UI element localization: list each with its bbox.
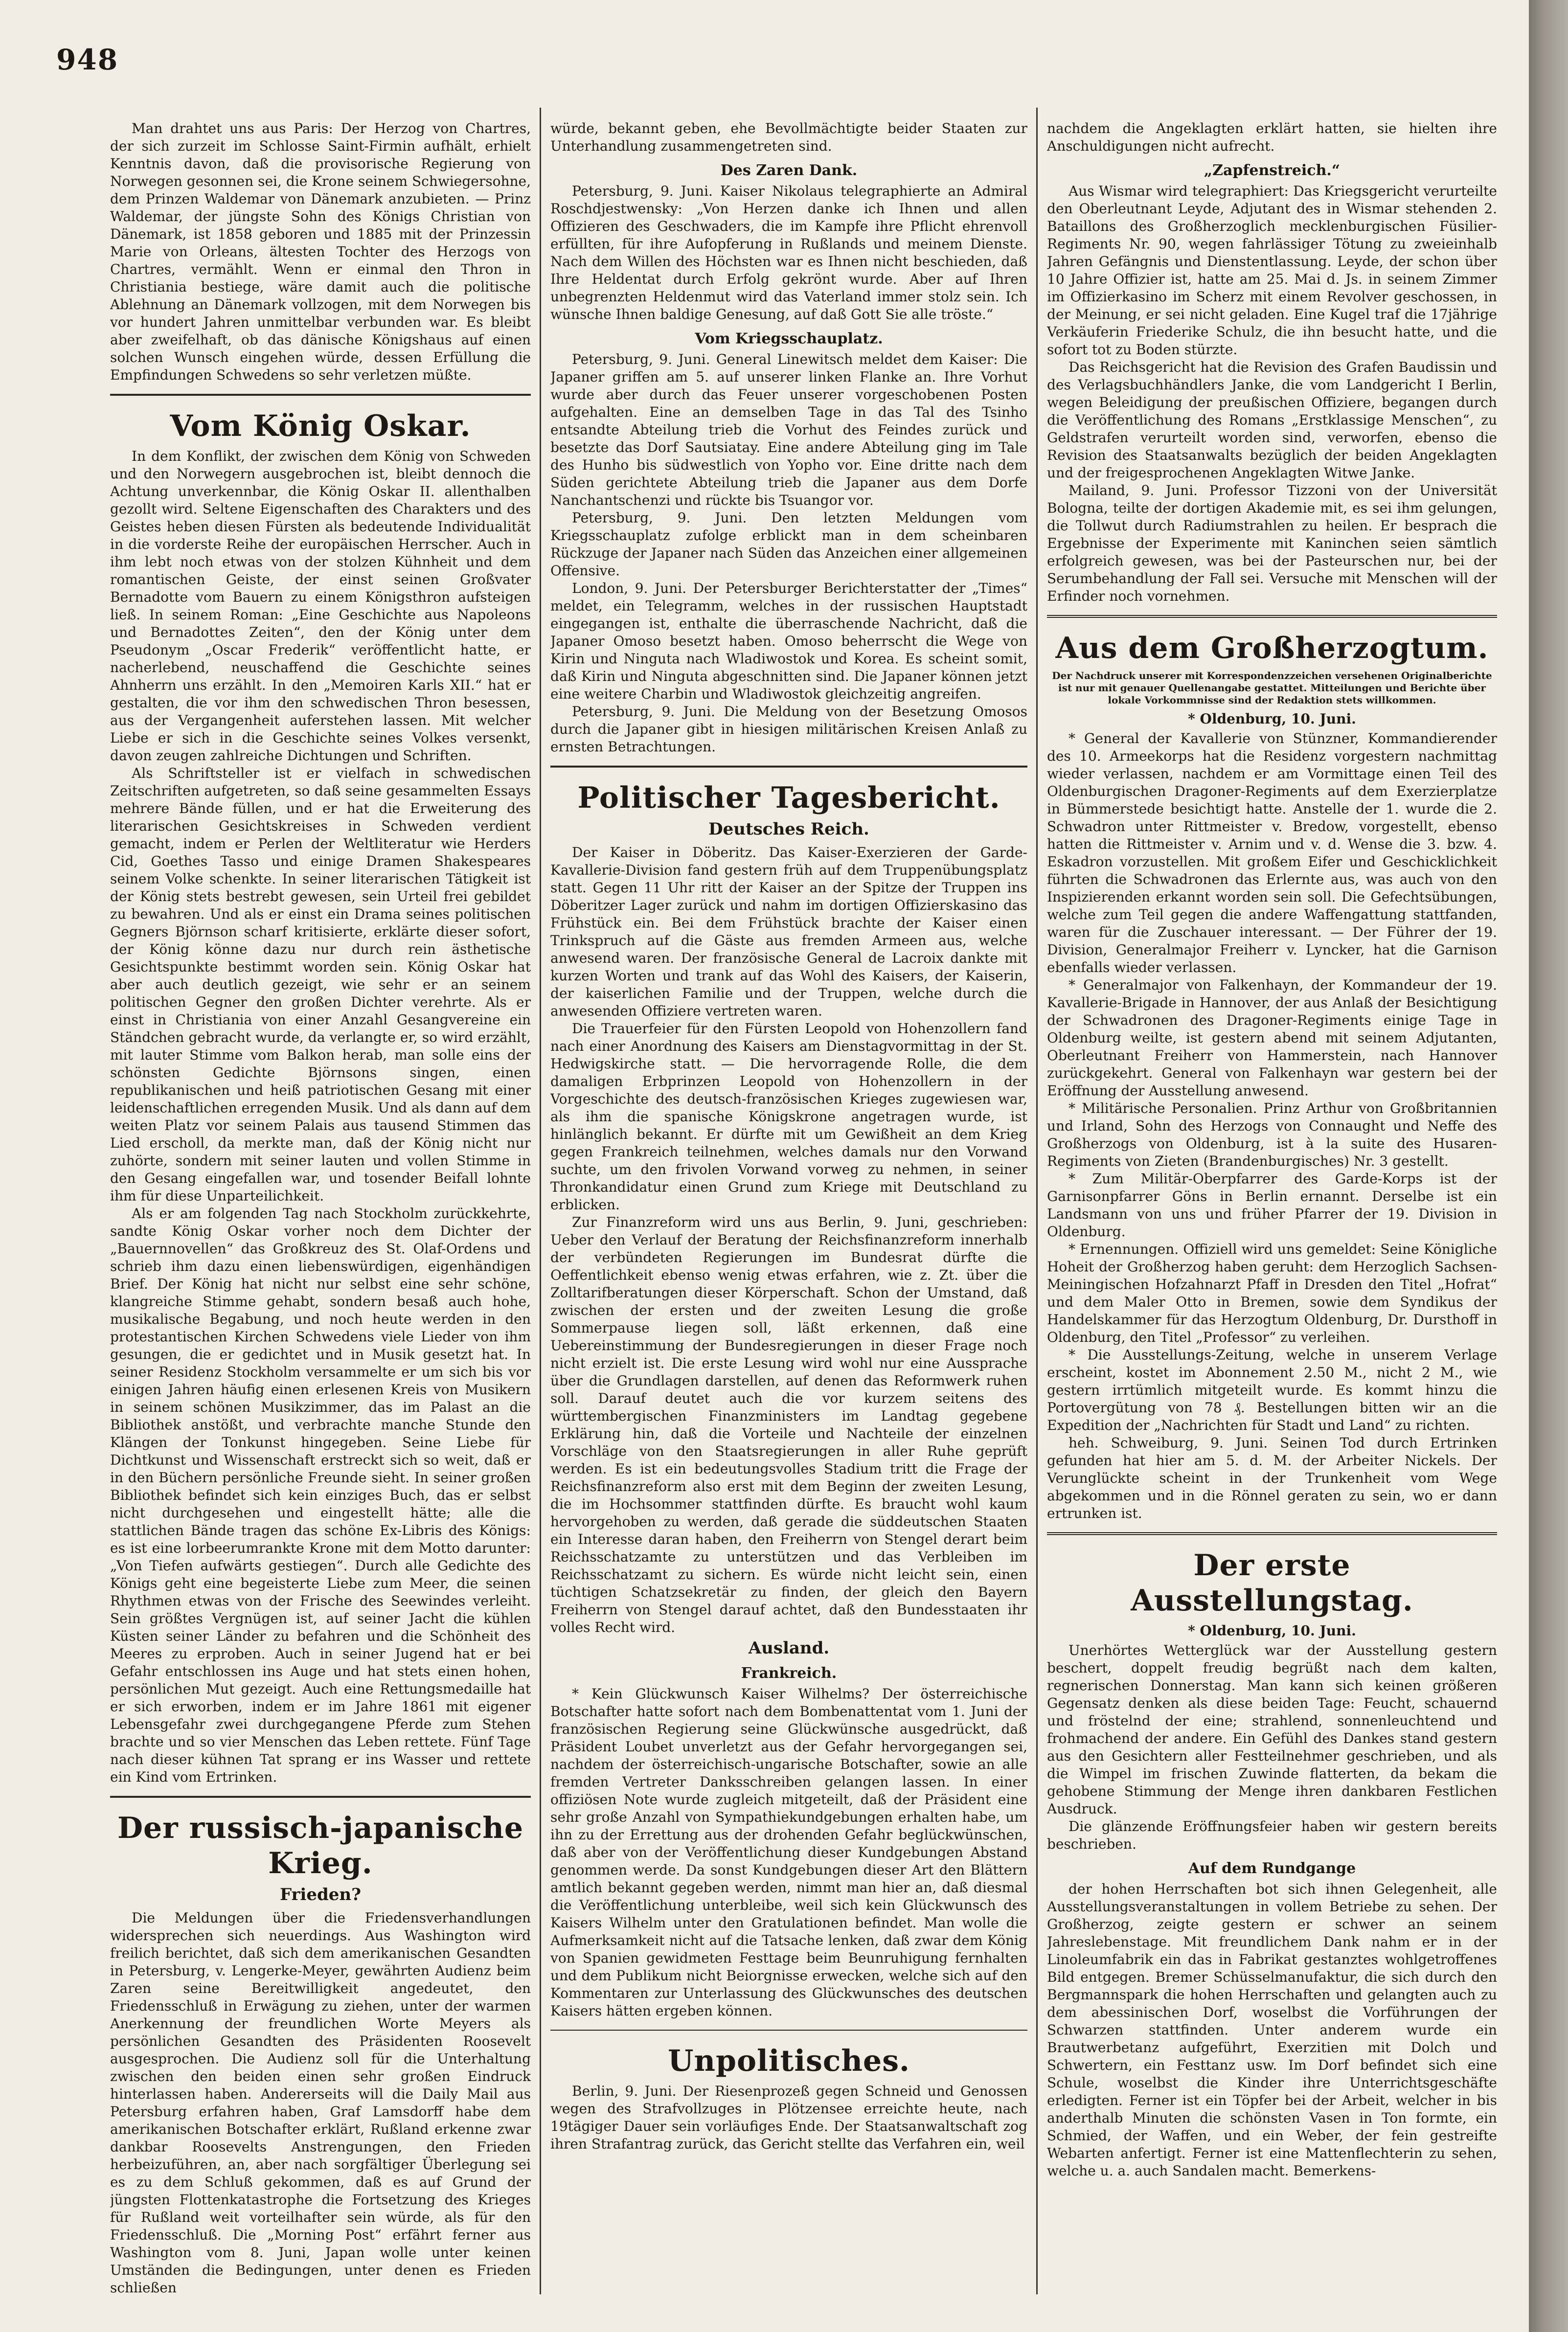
paragraph: Mailand, 9. Juni. Professor Tizzoni von der Universität Bologna, teilte der dortigen Akademie mit, es sei ihm gelungen, die Tollwut durch Radiumstrahlen zu heilen. Er besprach die Ergebnisse der Experimente mit Kaninchen seien sämtlich erfolgreich gewesen, was bei der Pasteurschen nur, bei der Serumbehandlung der Fall sei. Versuche mit Menschen will der Erfinder noch vornehmen.: [1047, 482, 1497, 604]
paragraph: Als er am folgenden Tag nach Stockholm zurückkehrte, sandte König Oskar vorher noch dem Dichter der „Bauernnovellen“ das Großkreuz des St. Olaf-Ordens und schrieb ihm dazu einen liebenswürdigen, eigenhändigen Brief. Der König hat nicht nur selbst eine sehr schöne, klangreiche Stimme gehabt, sondern besaß auch hohe, musikalische Begabung, und noch heute werden in den protestantischen Kirchen Schwedens viele Lieder von ihm gesungen, die er gedichtet und in Musik gesetzt hat. In seiner Residenz Stockholm versammelte er um sich bis vor einigen Jahren häufig einen erlesenen Kreis von Musikern in seinem schönen Musikzimmer, das im Palast an die Bibliothek anstößt, und verbrachte manche Stunde den Klängen der Tonkunst hingegeben. Seine Liebe für Dichtkunst und Wissenschaft erstreckt sich so weit, daß er in den Büchern persönliche Freunde sieht. In seiner großen Bibliothek befindet sich kein einziges Buch, das er selbst nicht durchgesehen und eingestellt hätte; alle die stattlichen Bände tragen das schöne Ex-Libris des Königs: es ist eine lorbeerumrankte Krone mit dem Motto darunter: „Von Tiefen aufwärts gestiegen“. Durch alle Gedichte des Königs geht eine begeisterte Liebe zum Meer, die seinen Rhythmen etwas von der Frische des Seewindes verleiht. Sein größtes Vergnügen ist, auf seiner Jacht die kühlen Küsten seiner Länder zu befahren und die Schönheit des Meeres zu erproben. Auch in seiner Jugend hat er bei Gefahr entschlossen ins Auge und hat stets einen hohen, persönlichen Mut gezeigt. Auch eine Rettungsmedaille hat er sich erworben, indem er im Jahre 1861 mit eigener Lebensgefahr zwei durchgegangene Pferde zum Stehen brachte und so vier Menschen das Leben rettete. Fünf Tage nach dieser kühnen Tat sprang er ins Wasser und rettete ein Kind vom Ertrinken.: [110, 1205, 531, 1785]
paragraph: In dem Konflikt, der zwischen dem König von Schweden und den Norwegern ausgebrochen ist, bleibt dennoch die Achtung unverkennbar, die König Oskar II. allenthalben gezollt wird. Seltene Eigenschaften des Charakters und des Geistes heben diesen Fürsten als bedeutende Individualität in die vorderste Reihe der europäischen Herrscher. Auch in ihm lebt noch etwas von der stolzen Kühnheit und dem romantischen Geiste, der einst seinen Großvater Bernadotte vom Bauern zu einem Königsthron aufsteigen ließ. In seinem Roman: „Eine Geschichte aus Napoleons und Bernadottes Zeiten“, den der König unter dem Pseudonym „Oscar Frederik“ veröffentlicht hatte, er nacherlebend, neuschaffend die Geschichte seines Ahnherrn uns erzählt. In den „Memoiren Karls XII.“ hat er gestalten, die vor ihm den schwedischen Thron besessen, aus der Vergangenheit auferstehen lassen. Mit welcher Liebe er sich in die Geschichte seines Volkes versenkt, davon zeugen zahlreiche Dichtungen und Schriften.: [110, 448, 531, 764]
paragraph: * Die Ausstellungs-Zeitung, welche in unserem Verlage erscheint, kostet im Abonnement 2.50 M., nicht 2 M., wie gestern irrtümlich mitgeteilt wurde. Es kommt hinzu die Portovergütung von 78 ₰. Bestellungen bitten wir an die Expedition der „Nachrichten für Stadt und Land“ zu richten.: [1047, 1347, 1497, 1433]
paragraph: heh. Schweiburg, 9. Juni. Seinen Tod durch Ertrinken gefunden hat hier am 5. d. M. der Arbeiter Nickels. Der Verunglückte scheint in der Trunkenheit vom Wege abgekommen und in die Rönnel geraten zu sein, wo er dann ertrunken ist.: [1047, 1435, 1497, 1521]
column-2: [550, 120, 1027, 2307]
paragraph: * Kein Glückwunsch Kaiser Wilhelms? Der österreichische Botschafter hatte sofort nach dem Bombenattentat vom 1. Juni der französischen Regierung seine Glückwünsche ausgedrückt, daß Präsident Loubet unverletzt aus der Gefahr hervorgegangen sei, nachdem der österreichisch-ungarische Botschafter, sowie an alle fremden Vertreter Danksschreiben gelangen lassen. In einer offiziösen Note wurde zugleich mitgeteilt, daß der Präsident eine sehr große Anzahl von Sympathiekundgebungen erhalten habe, um ihn zu der Errettung aus der drohenden Gefahr beglückwünschen, daß aber von der Veröffentlichung dieser Kundgebungen Abstand genommen werde. Da sonst Kundgebungen dieser Art den Blättern amtlich bekannt gegeben werden, nimmt man hier an, daß diesmal die Veröffentlichung unterbleibe, weil sich kein Glückwunsch des Kaisers Wilhelm unter den Gratulationen befindet. Man wolle die Aufmerksamkeit nicht auf die Tatsache lenken, daß zwar dem König von Spanien gewidmeten Festtage beim Beunruhigung fernhalten und dem Publikum nicht Beiorgnisse erwecken, welche sich auf den Kommentaren zur Unterlassung des Glückwunsches des deutschen Kaisers hätten ergeben können.: [550, 1686, 1027, 2019]
divider: [110, 1796, 531, 1798]
divider: [550, 2030, 1027, 2031]
paragraph: * General der Kavallerie von Stünzner, Kommandierender des 10. Armeekorps hat die Residenz vorgestern nachmittag wieder verlassen, nachdem er am Vormittage einen Teil des Oldenburgischen Dragoner-Regiments auf dem Exerzierplatze in Bümmerstede besichtigt hatte. Anstelle der 1. wurde die 2. Schwadron unter Rittmeister v. Bredow, vorgestellt, ebenso hatten die Rittmeister v. Arnim und v. d. Wense die 3. bzw. 4. Eskadron vorzustellen. Mit großem Eifer und Geschicklichkeit führten die Schwadronen das Erlernte aus, was auch von den Inspizierenden erkannt worden sein soll. Die Gefechtsübungen, welche zum Teil gegen die andere Waffengattung stattfanden, waren für die Zuschauer interessant. — Der Führer der 19. Division, Generalmajor Freiherr v. Lyncker, hat die Garnison ebenfalls wieder verlassen.: [1047, 730, 1497, 975]
paragraph: der hohen Herrschaften bot sich ihnen Gelegenheit, alle Ausstellungsveranstaltungen in vollem Betriebe zu sehen. Der Großherzog, zeigte gestern er schwer an seinem Jahreslebenstage. Mit freundlichem Dank nahm er in der Linoleumfabrik ein das in Fabrikat gestanztes wohlgetroffenes Bild entgegen. Bremer Schüsselmanufaktur, die sich durch den Bergmannspark die hohen Herrschaften und gelangten auch zu dem abessinischen Dorf, woselbst die Vorführungen der Schwarzen stattfinden. Unter anderem wurde ein Brautwerbetanz aufgeführt, Exerzitien mit Dolch und Schwertern, ein Festtanz usw. Im Dorf befindet sich eine Schule, woselbst die Kinder ihre Unterrichtsgeschäfte erledigten. Ferner ist ein Töpfer bei der Arbeit, welcher in bis anderthalb Minuten die schönsten Vasen in Ton formte, ein Schmied, der Waffen, und ein Weber, der fein gestreifte Webarten anfertigt. Ferner ist eine Mattenflechterin zu sehen, welche u. a. auch Sandalen macht. Bemerkens-: [1047, 1881, 1497, 2179]
paragraph: * Ernennungen. Offiziell wird uns gemeldet: Seine Königliche Hoheit der Großherzog haben geruht: dem Herzoglich Sachsen-Meiningischen Hofzahnarzt Pfaff in Dresden den Titel „Hofrat“ und dem Maler Otto in Bremen, sowie dem Syndikus der Handelskammer für das Herzogtum Oldenburg, Dr. Dursthoff in Oldenburg, den Titel „Professor“ zu verleihen.: [1047, 1241, 1497, 1345]
column-3: [1047, 120, 1497, 2307]
paragraph: Das Reichsgericht hat die Revision des Grafen Baudissin und des Verlagsbuchhändlers Janke, die vom Landgericht I Berlin, wegen Beleidigung der preußischen Offiziere, begangen durch die Veröffentlichung des Romans „Erstklassige Menschen“, zu Geldstrafen verurteilt worden sind, verworfen, ebenso die Revision des Staatsanwalts bezüglich der beiden Angeklagten und der freigesprochenen Angeklagten Witwe Janke.: [1047, 359, 1497, 481]
section-heading: Vom König Oskar.: [170, 409, 471, 443]
paragraph: * Zum Militär-Oberpfarrer des Garde-Korps ist der Garnisonpfarrer Göns in Berlin ernannt. Derselbe ist ein Landsmann von uns und früher Pfarrer der 19. Division in Oldenburg.: [1047, 1171, 1497, 1240]
paragraph: London, 9. Juni. Der Petersburger Berichterstatter der „Times“ meldet, ein Telegramm, welches in der russischen Hauptstadt eingegangen ist, enthalte die überraschende Nachricht, daß die Japaner Omoso besetzt haben. Omoso beherrscht die Wege von Kirin und Ninguta nach Wladiwostok und Korea. Es scheint somit, daß Kirin und Ninguta abgeschnitten sind. Die Japaner können jetzt eine weitere Charbin und Wladiwostok gleichzeitig angreifen.: [550, 580, 1027, 702]
paragraph: Die Meldungen über die Friedensverhandlungen widersprechen sich neuerdings. Aus Washington wird freilich berichtet, daß sich dem amerikanischen Gesandten in Petersburg, v. Lengerke-Meyer, gewährten Audienz beim Zaren seine Bereitwilligkeit angedeutet, den Friedensschluß in Erwägung zu ziehen, unter der warmen Anerkennung der freundlichen Worte Meyers als persönlichen Gesandten des Präsidenten Roosevelt ausgesprochen. Die Audienz soll für die Unterhaltung zwischen den beiden einen sehr großen Eindruck hinterlassen haben. Andererseits will die Daily Mail aus Petersburg erfahren haben, Graf Lamsdorff habe dem amerikanischen Botschafter erklärt, Rußland erkenne zwar dankbar Roosevelts Anstrengungen, den Frieden herbeizuführen, an, aber nach sorgfältiger Überlegung sei es zu dem Schluß gekommen, daß es auf Grund der jüngsten Flottenkatastrophe die Fortsetzung des Krieges für Rußland weit vorteilhafter sein würde, als für den Friedensschluß. Die „Morning Post“ erfährt ferner aus Washington vom 8. Juni, Japan wolle unter keinen Umständen die Bedingungen, unter denen es Frieden schließen: [110, 1910, 531, 2296]
divider: [1047, 1532, 1497, 1535]
section-heading: Der erste Ausstellungstag.: [1131, 1548, 1413, 1618]
dateline: * Oldenburg, 10. Juni.: [1188, 1623, 1356, 1639]
column-rule-1: [540, 108, 541, 2294]
paragraph: Petersburg, 9. Juni. General Linewitsch meldet dem Kaiser: Die Japaner griffen am 5. auf unserer linken Flanke an. Ihre Vorhut wurde aber durch das Feuer unserer vorgeschobenen Posten aufgehalten. Eine an demselben Tage in das Tal des Tsinho entsandte Abteilung trieb die Vorhut des Feindes zurück und besetzte das Dorf Sautsiatay. Eine andere Abteilung ging im Tale des Hunho bis südwestlich von Yopho vor. Eine dritte nach dem Süden gerichtete Abteilung trieb die Japaner aus dem Dorfe Nanchantschenzi und rückte bis Tsuangor vor.: [550, 351, 1027, 508]
dateline: * Oldenburg, 10. Juni.: [1188, 711, 1356, 727]
section-heading: Politischer Tagesbericht.: [577, 781, 1000, 815]
subheading: Deutsches Reich.: [708, 819, 869, 839]
paragraph: nachdem die Angeklagten erklärt hatten, sie hielten ihre Anschuldigungen nicht aufrecht.: [1047, 120, 1497, 154]
subheading: Frieden?: [279, 1885, 362, 1904]
subheading: Auf dem Rundgange: [1188, 1860, 1356, 1877]
paragraph: Als Schriftsteller ist er vielfach in schwedischen Zeitschriften aufgetreten, so daß seine gesammelten Essays mehrere Bände füllen, und er hat die Erweiterung des literarischen Gesichtskreises in Schweden verdient gemacht, indem er Perlen der Weltliteratur wie Herders Cid, Goethes Tasso und einige Dramen Shakespeares seinem Volke schenkte. In seiner literarischen Tätigkeit ist der König stets bestrebt gewesen, sein Urteil frei gebildet zu bewahren. Und als er einst ein Drama seines politischen Gegners Björnson scharf kritisierte, erklärte dieser sofort, der König könne dazu nur durch rein ästhetische Gesichtspunkte bestimmt worden sein. König Oskar hat aber auch deutlich gezeigt, wie sehr er an seinem politischen Gegner den großen Dichter verehrte. Als er einst in Christiania von einer Anzahl Gesangvereine ein Ständchen gebracht wurde, da verlangte er, so wird erzählt, mit lauter Stimme vom Balkon herab, man solle eins der schönsten Gedichte Björnsons singen, einen republikanischen und heiß patriotischen Gesang mit einer leidenschaftlichen erregenden Musik. Und als dann auf dem weiten Platz vor seinem Palais aus tausend Stimmen das Lied erscholl, da merkte man, daß der König nicht nur zuhörte, sondern mit seiner lauten und vollen Stimme in den Gesang eingefallen war, und tosender Beifall lohnte ihm für diese Unparteilichkeit.: [110, 765, 531, 1204]
paragraph: Unerhörtes Wetterglück war der Ausstellung gestern beschert, doppelt freudig begrüßt nach dem kalten, regnerischen Donnerstag. Man kann sich keinen größeren Gegensatz denken als diese beiden Tage: Feucht, schauernd und fröstelnd der eine; strahlend, sonnenleuchtend und frohmachend der andere. Ein Gefühl des Dankes stand gestern aus den Gesichtern aller Festteilnehmer geschrieben, und als die Wimpel im frischen Zuwinde flatterten, da bekam die gehobene Stimmung der Menge ihren dankbaren Festlichen Ausdruck.: [1047, 1642, 1497, 1817]
paragraph: Der Kaiser in Döberitz. Das Kaiser-Exerzieren der Garde-Kavallerie-Division fand gestern früh auf dem Truppenübungsplatz statt. Gegen 11 Uhr ritt der Kaiser an der Spitze der Truppen ins Döberitzer Lager zurück und nahm im dortigen Offizierskasino das Frühstück ein. Bei dem Frühstück brachte der Kaiser einen Trinkspruch auf die Gäste aus fremden Armeen aus, welche anwesend waren. Der französische General de Lacroix dankte mit kurzen Worten und trank auf das Wohl des Kaisers, der Kaiserin, der kaiserlichen Familie und der Truppen, welche durch die anwesenden Offiziere vertreten waren.: [550, 844, 1027, 1019]
subheading: Frankreich.: [741, 1665, 837, 1682]
paragraph: * Militärische Personalien. Prinz Arthur von Großbritannien und Irland, Sohn des Herzogs von Connaught und Neffe des Großherzogs von Oldenburg, ist à la suite des Husaren-Regiments von Zieten (Brandenburgisches) Nr. 3 gestellt.: [1047, 1100, 1497, 1169]
paragraph: Zur Finanzreform wird uns aus Berlin, 9. Juni, geschrieben: Ueber den Verlauf der Beratung der Reichsfinanzreform innerhalb der verbündeten Regierungen im Bundesrat dürfte die Oeffentlichkeit ebenso wenig etwas erfahren, wie z. Zt. über die Zolltarifberatungen dieser Körperschaft. Schon der Umstand, daß zwischen der ersten und der zweiten Lesung die große Sommerpause liegen soll, läßt erkennen, daß eine Uebereinstimmung der Bundesregierungen in dieser Frage noch nicht erzielt ist. Die erste Lesung wird wohl nur eine Aussprache über die Grundlagen darstellen, auf denen das Reformwerk ruhen soll. Darauf deutet auch die vor kurzem seitens des württembergischen Finanzministers im Landtag gegebene Erklärung hin, daß die Vorteile und Nachteile der einzelnen Vorschläge von den Staatsregierungen in aller Ruhe geprüft werden. Es ist ein bedeutungsvolles Stadium tritt die Frage der Reichsfinanzreform also erst mit dem Beginn der zweiten Lesung, die im Hochsommer stattfinden dürfte. Es braucht wohl kaum hervorgehoben zu werden, daß gerade die süddeutschen Staaten ein Interesse daran haben, den Freiherrn von Stengel derart beim Reichsschatzamte zu unterstützen und das Verbleiben im Reichsschatzamt zu sichern. Es würde nicht leicht sein, einen tüchtigen Schatzsekretär zu finden, der gleich den Bayern Freiherrn von Stengel darauf achtet, daß den Bundesstaaten ihr volles Recht wird.: [550, 1214, 1027, 1635]
paragraph: * Generalmajor von Falkenhayn, der Kommandeur der 19. Kavallerie-Brigade in Hannover, der aus Anlaß der Besichtigung der Schwadronen des Dragoner-Regiments einige Tage in Oldenburg weilte, ist gestern abend mit seinem Adjutanten, Oberleutnant Freiherr von Hammerstein, nach Hannover zurückgekehrt. General von Falkenhayn war gestern bei der Eröffnung der Ausstellung anwesend.: [1047, 977, 1497, 1099]
section-heading: Der russisch-japanische Krieg.: [117, 1811, 524, 1880]
paragraph: Petersburg, 9. Juni. Den letzten Meldungen vom Kriegsschauplatz zufolge erblickt man in dem scheinbaren Rückzuge der Japaner nach Süden das Anzeichen einer allgemeinen Offensive.: [550, 510, 1027, 579]
section-heading: Aus dem Großherzogtum.: [1055, 631, 1489, 665]
subheading: Des Zaren Dank.: [720, 162, 858, 179]
divider: [110, 394, 531, 396]
divider: [1047, 615, 1497, 618]
column-1: [110, 120, 531, 2307]
paragraph: würde, bekannt geben, ehe Bevollmächtigte beider Staaten zur Unterhandlung zusammengetreten sind.: [550, 120, 1027, 154]
paragraph: Petersburg, 9. Juni. Kaiser Nikolaus telegraphierte an Admiral Roschdjestwensky: „Von Herzen danke ich Ihnen und allen Offizieren des Geschwaders, die im Kampfe ihre Pflicht ehrenvoll erfüllten, für ihre Aufopferung in Rußlands und meinem Dienste. Nach dem Willen des Höchsten war es Ihnen nicht beschieden, daß Ihre Heldentat durch Erfolg gekrönt wurde. Aber auf Ihren unbegrenzten Heldenmut wird das Vaterland immer stolz sein. Ich wünsche Ihnen baldige Genesung, auf daß Gott Sie alle tröste.“: [550, 183, 1027, 322]
page-edge-shadow: [1529, 0, 1568, 2332]
subheading: Vom Kriegsschauplatz.: [695, 330, 883, 347]
column-rule-2: [1036, 108, 1038, 2294]
subheading: Ausland.: [748, 1638, 830, 1658]
page-number: 948: [56, 43, 119, 76]
paragraph: Petersburg, 9. Juni. Die Meldung von der Besetzung Omosos durch die Japaner gibt in hiesigen militärischen Kreisen Anlaß zu ernsten Betrachtungen.: [550, 703, 1027, 755]
paragraph: Aus Wismar wird telegraphiert: Das Kriegsgericht verurteilte den Oberleutnant Leyde, Adjutant des in Wismar stehenden 2. Bataillons des Großherzoglich mecklenburgischen Füsilier-Regiments Nr. 90, wegen fahrlässiger Tötung zu zweieinhalb Jahren Gefängnis und Dienstentlassung. Leyde, der schon über 10 Jahre Offizier ist, hatte am 25. Mai d. Js. in seinem Zimmer im Offizierkasino im Scherz mit einem Revolver geschossen, in der Meinung, er sei nicht geladen. Eine Kugel traf die 17jährige Verkäuferin Friederike Schulz, die ihn besucht hatte, und die sofort tot zu Boden stürzte.: [1047, 183, 1497, 358]
paragraph: Die Trauerfeier für den Fürsten Leopold von Hohenzollern fand nach einer Anordnung des Kaisers am Dienstagvormittag in der St. Hedwigskirche statt. — Die hervorragende Rolle, die dem damaligen Erbprinzen Leopold von Hohenzollern in der Vorgeschichte des deutsch-französischen Krieges zugewiesen war, als ihm die spanische Königskrone angetragen wurde, ist hinlänglich bekannt. Er dürfte mit um Gewißheit an dem Krieg gegen Frankreich teilnehmen, welches damals nur den Vorwand suchte, um den frivolen Vorwand vorweg zu nehmen, in seiner Thronkandidatur einen Grund zum Kriege mit Deutschland zu erblicken.: [550, 1020, 1027, 1213]
paragraph: Berlin, 9. Juni. Der Riesenprozeß gegen Schneid und Genossen wegen des Strafvollzuges in Plötzensee erreichte heute, nach 19tägiger Dauer sein vorläufiges Ende. Der Staatsanwaltschaft zog ihren Strafantrag zurück, das Gericht stellte das Verfahren ein, weil: [550, 2083, 1027, 2152]
reprint-notice: Der Nachdruck unserer mit Korrespondenzzeichen versehenen Originalberichte ist nur mit genauer Quellenangabe gestattet. Mitteilungen und Berichte über lokale Vorkommnisse sind der Redaktion stets willkommen.: [1052, 670, 1492, 706]
paragraph: Die glänzende Eröffnungsfeier haben wir gestern bereits beschrieben.: [1047, 1818, 1497, 1852]
subheading: „Zapfenstreich.“: [1204, 162, 1341, 179]
section-heading: Unpolitisches.: [668, 2044, 910, 2078]
divider: [550, 766, 1027, 768]
paragraph: Man drahtet uns aus Paris: Der Herzog von Chartres, der sich zurzeit im Schlosse Saint-Firmin aufhält, erhielt Kenntnis davon, daß die provisorische Regierung von Norwegen gesonnen sei, die Krone seinem Schwiegersohne, dem Prinzen Waldemar von Dänemark anzubieten. — Prinz Waldemar, der jüngste Sohn des Königs Christian von Dänemark, ist 1858 geboren und 1885 mit der Prinzessin Marie von Orleans, ältesten Tochter des Herzogs von Chartres, vermählt. Wenn er einmal den Thron in Christiania bestiege, wäre damit auch die politische Ablehnung an Dänemark vollzogen, mit dem Norwegen bis vor hundert Jahren unmittelbar verbunden war. Es bleibt aber zweifelhaft, ob das dänische Königshaus auf einen solchen Wunsch eingehen würde, dessen Erfüllung die Empfindungen Schwedens so sehr verletzen müßte.: [110, 120, 531, 383]
